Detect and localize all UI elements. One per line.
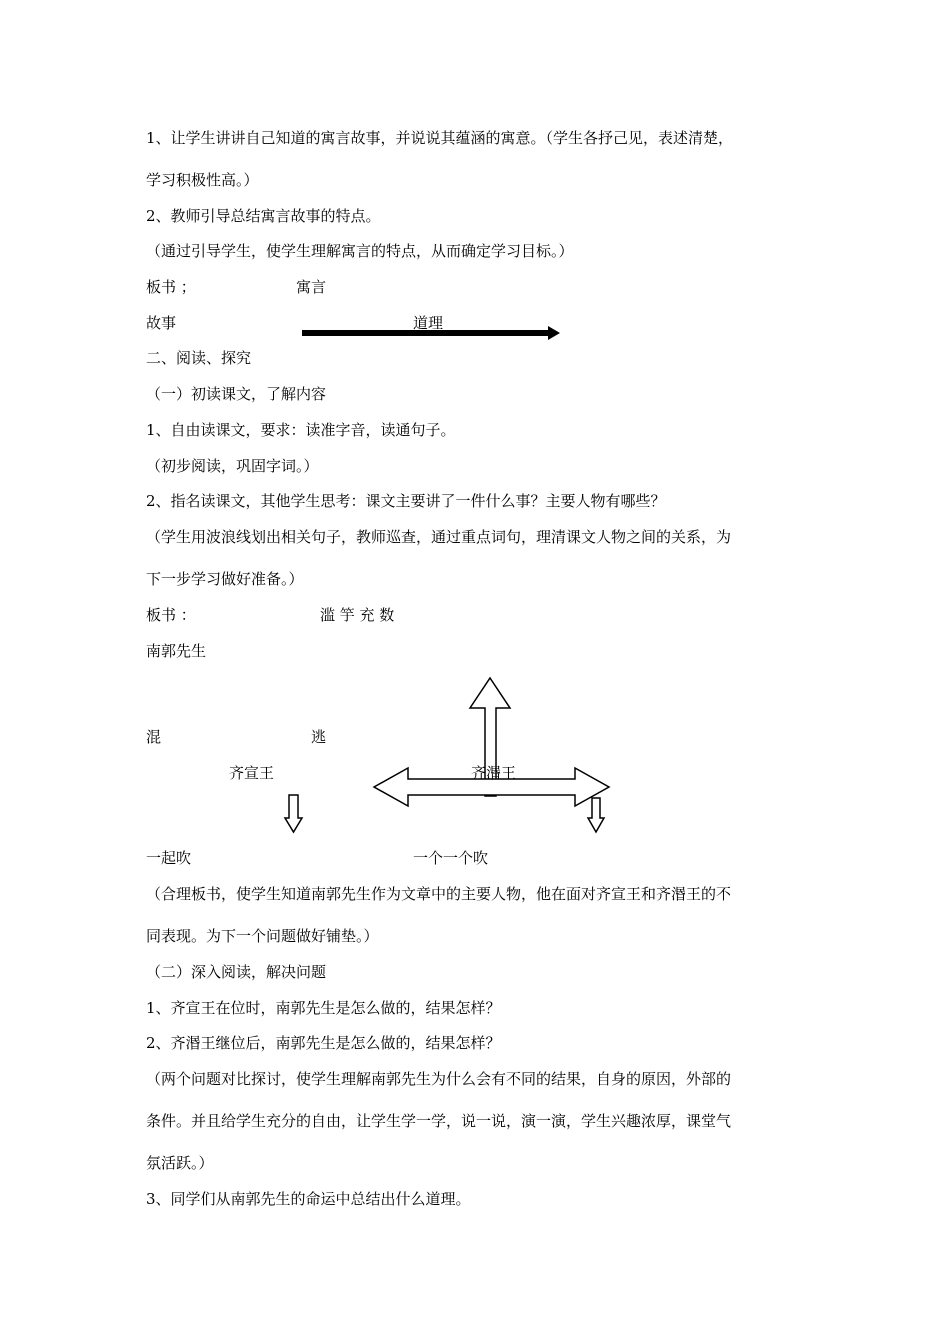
question-2-note-line-1: （学生用波浪线划出相关句子，教师巡查，通过重点词句，理清课文人物之间的关系，为 [146, 528, 732, 546]
note-3-line-1: （合理板书，使学生知道南郭先生作为文章中的主要人物，他在面对齐宣王和齐湣王的不 [146, 885, 732, 903]
question-2: 2、指名读课文，其他学生思考：课文主要讲了一件什么事？主要人物有哪些？ [146, 492, 666, 510]
board-2-label: 板书 ： [146, 606, 196, 624]
question-2-note-line-2: 下一步学习做好准备。） [146, 570, 304, 588]
board-2-king-1: 齐宣王 [229, 764, 275, 782]
arrow-down-icon [588, 798, 604, 832]
note-3-line-2: 同表现。为下一个问题做好铺垫。） [146, 927, 379, 945]
discussion-3: 3、同学们从南郭先生的命运中总结出什么道理。 [146, 1190, 471, 1208]
discussion-2: 2、齐湣王继位后，南郭先生是怎么做的，结果怎样？ [146, 1034, 501, 1052]
board-2-person: 南郭先生 [146, 642, 207, 660]
section-2-heading: 二、阅读、探究 [146, 349, 252, 367]
board-2-result-1: 一起吹 [146, 849, 192, 867]
paragraph-1-line-2: 学习积极性高。） [146, 171, 259, 189]
board-1-right: 道理 [413, 314, 444, 332]
board-2-tao: 逃 [311, 728, 327, 746]
paragraph-3: （通过引导学生，使学生理解寓言的特点，从而确定学习目标。） [146, 242, 574, 260]
discussion-2-note-line-2: 条件。并且给学生充分的自由，让学生学一学，说一说，演一演，学生兴趣浓厚，课堂气 [146, 1112, 732, 1130]
discussion-2-note-line-1: （两个问题对比探讨，使学生理解南郭先生为什么会有不同的结果，自身的原因，外部的 [146, 1070, 732, 1088]
paragraph-1-line-1: 1、让学生讲讲自己知道的寓言故事，并说说其蕴涵的寓意。（学生各抒己见，表述清楚， [146, 129, 734, 147]
board-1-left: 故事 [146, 314, 177, 332]
board-2-result-2: 一个一个吹 [413, 849, 489, 867]
board-1-label: 板书 ； [146, 278, 196, 296]
question-1-note: （初步阅读，巩固字词。） [146, 457, 319, 475]
question-1: 1、自由读课文，要求：读准字音，读通句子。 [146, 421, 456, 439]
discussion-1: 1、齐宣王在位时，南郭先生是怎么做的，结果怎样？ [146, 999, 501, 1017]
subsection-2-heading: （二）深入阅读，解决问题 [146, 963, 327, 981]
board-1-title: 寓言 [296, 278, 327, 296]
board-2-king-2: 齐湣王 [471, 764, 517, 782]
board-2-title: 滥 竽 充 数 [320, 606, 395, 624]
paragraph-2: 2、教师引导总结寓言故事的特点。 [146, 207, 381, 225]
arrow-down-icon [285, 795, 302, 832]
arrow-right-icon [302, 326, 560, 340]
discussion-2-note-line-3: 氛活跃。） [146, 1154, 214, 1172]
board-2-hun: 混 [146, 728, 162, 746]
subsection-1-heading: （一）初读课文，了解内容 [146, 385, 327, 403]
